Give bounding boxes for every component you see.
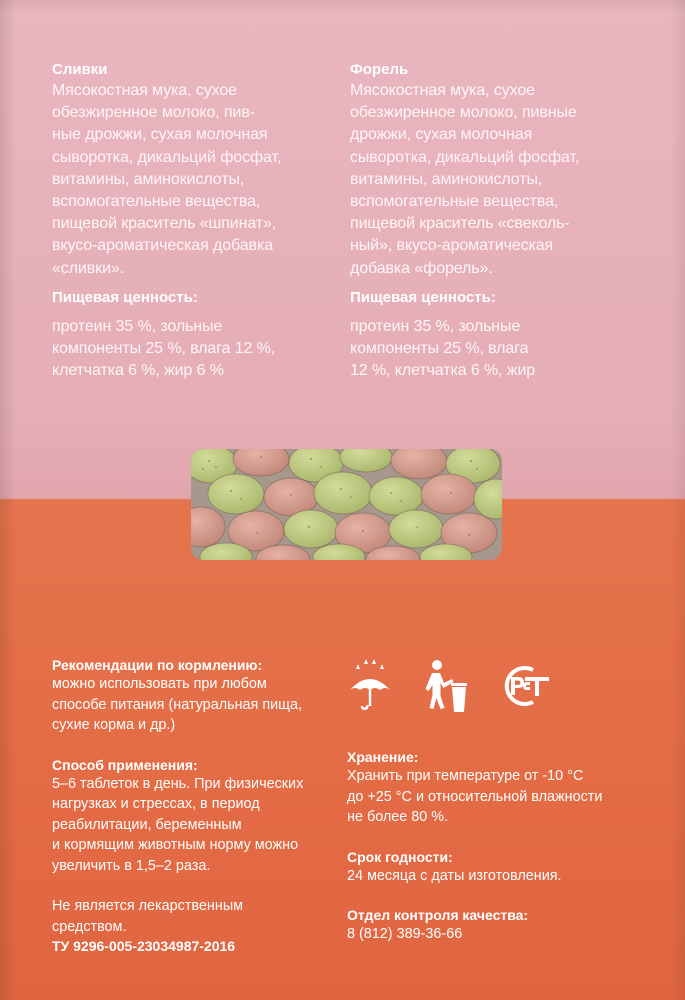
feeding-text: можно использовать при любом способе питания (натуральная пища, сухие корма и др.) <box>52 676 303 733</box>
umbrella-icon <box>347 656 393 714</box>
storage-text: Хранить при температуре от -10 °С до +25 °С и относительной влажности не более 80 %. <box>347 768 603 825</box>
flavor-cream-nutrition-title: Пищевая ценность: <box>52 288 198 306</box>
left-shadow <box>0 0 16 1000</box>
flavor-trout-nutrition: протеин 35 %, зольные компоненты 25 %, влага 12 %, клетчатка 6 %, жир <box>350 317 536 380</box>
storage-icons <box>343 656 543 718</box>
flavor-trout-column <box>350 60 650 382</box>
flavor-cream-title: Сливки <box>52 61 108 78</box>
product-window <box>191 449 502 560</box>
quality-phone: 8 (812) 389-36-66 <box>347 926 463 942</box>
storage-title: Хранение: <box>347 749 419 765</box>
flavor-cream-nutrition: протеин 35 %, зольные компоненты 25 %, влага 12 %, клетчатка 6 %, жир 6 % <box>52 317 276 380</box>
flavor-trout-title: Форель <box>350 61 409 78</box>
flavor-cream-column <box>52 60 342 382</box>
disclaimer-text: Не является лекарственным средством. <box>52 898 244 935</box>
usage-title: Способ применения: <box>52 756 198 773</box>
flavor-trout-nutrition-title: Пищевая ценность: <box>350 288 496 306</box>
usage-text: 5–6 таблеток в день. При физических нагрузках и стрессах, в период реабилитации, беременным и кормящим животным норму можно увеличить в 1,5–2 раза. <box>52 775 304 874</box>
flavor-trout-ingredients: Мясокостная мука, сухое обезжиренное молоко, пивные дрожжи, сухая молочная сыворотка, дикальций фосфат, витамины, аминокислоты, вспомогательные вещества, пищевой краситель «свеколь- ный», вкусо-ароматическая добавка «форель». <box>350 82 580 277</box>
flavor-cream-ingredients: Мясокостная мука, сухое обезжиренное молоко, пив- ные дрожжи, сухая молочная сыворотка, дикальций фосфат, витамины, аминокислоты, вспомогательные вещества, пищевой краситель «шпинат», вкусо-ароматическая добавка «сливки». <box>52 82 282 277</box>
right-shadow <box>671 0 685 1000</box>
recycle-bin-icon <box>423 656 471 716</box>
standard-code: ТУ 9296-005-23034987-2016 <box>52 938 236 954</box>
shelf-life-text: 24 месяца с даты изготовления. <box>347 867 562 884</box>
tablets-image <box>191 449 502 560</box>
bottom-right-block <box>347 748 647 945</box>
rst-certification-icon <box>497 662 553 710</box>
top-shadow <box>0 0 685 14</box>
shelf-life-title: Срок годности: <box>347 848 453 865</box>
feeding-title: Рекомендации по кормлению: <box>52 657 263 673</box>
bottom-left-block <box>52 656 332 956</box>
quality-title: Отдел контроля качества: <box>347 907 529 923</box>
